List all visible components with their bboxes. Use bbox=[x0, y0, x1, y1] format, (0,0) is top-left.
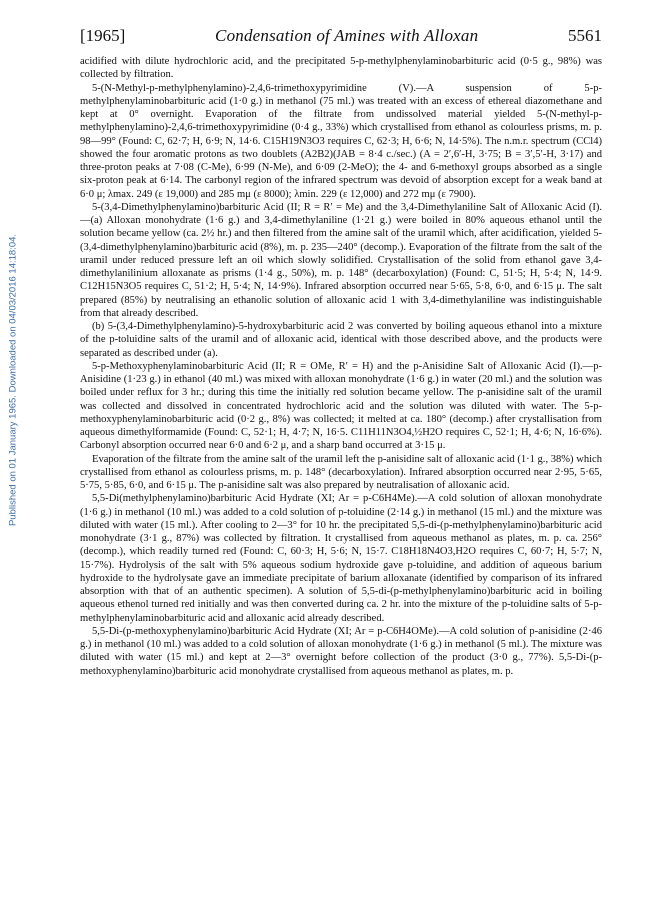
header-page-number: 5561 bbox=[568, 26, 602, 45]
publication-sidebar bbox=[4, 120, 22, 640]
paragraph-7: 5,5-Di(methylphenylamino)barbituric Acid Hydrate (XI; Ar = p-C6H4Me).—A cold solution of alloxan monohydrate (1·6 g.) in methanol (10 ml.) was added to a cold solution of p-toluidine (2·14 g.) in methanol (15 ml.) and the mixture was diluted with water (15 ml.). After cooling to 2—3° for 10 hr. the precipitated 5,5-di-(p-methylphenylamino)barbituric acid monohydrate (3·1 g., 87%) was collected by filtration. It crystallised from aqueous methanol as plates, m. p. ca. 256° (decomp.), which readily turned red (Found: C, 60·3; H, 5·6; N, 15·7. C18H18N4O3,H2O requires C, 60·7; H, 5·7; N, 15·7%). Hydrolysis of the salt with 5% aqueous sodium hydroxide gave p-toluidine, and addition of aqueous barium hydroxide to the hydrolysate gave an immediate precipitate of barium alloxanate (identified by comparison of its infrared absorption with that of an authentic specimen). A solution of 5,5-di-(p-methylphenylamino)barbituric acid in boiling aqueous ethenol turned red initially and was then converted during ca. 2 hr. into the mixture of the p-toluidine salts of 5-p-methylphenylaminobarbituric acid and alloxanic acid already described. bbox=[80, 493, 602, 624]
paragraph-3: 5-(3,4-Dimethylphenylamino)barbituric Acid (II; R = R′ = Me) and the 3,4-Dimethylaniline Salt of Alloxanic Acid (I).—(a) Alloxan monohydrate (1·6 g.) and 3,4-dimethylaniline (1·21 g.) were boiled in 80% aqueous ethanol until the solution became yellow (ca. 2½ hr.) and then filtered from the amine salt of the uramil which, after acidification, yielded 5-(3,4-dimethylphenylamino)barbituric acid (8%), m. p. 235—240° (decomp.). Evaporation of the filtrate from the salt of the uramil under reduced pressure left an oil which slowly solidified. Crystallisation of the solid from ethanol gave 3,4-dimethylanilinium alloxanate as prisms (1·4 g., 50%), m. p. 148° (decarboxylation) (Found: C, 51·5; H, 5·4; N, 14·9. C12H15N3O5 requires C, 51·2; H, 5·4; N, 14·9%). Infrared absorption occurred near 5·65, 5·8, 6·0, and 6·15 μ. The salt prepared (85%) by neutralising an ethanolic solution of alloxanic acid 1 with 3,4-dimethylaniline was indistinguishable from that already described. bbox=[80, 201, 602, 319]
paragraph-6: Evaporation of the filtrate from the amine salt of the uramil left the p-anisidine salt of alloxanic acid (1·1 g., 38%) which crystallised from ethanol as colourless prisms, m. p. 148° (decarboxylation). Infrared absorption occurred near 2·95, 5·65, 5·75, 5·85, 6·0, and 6·15 μ. The p-anisidine salt was also prepared by neutralisation of alloxanic acid. bbox=[80, 453, 602, 491]
paragraph-1: acidified with dilute hydrochloric acid, and the precipitated 5-p-methylphenylaminobarbituric acid (0·5 g., 98%) was collected by filtration. bbox=[80, 56, 602, 81]
publication-note: Published on 01 January 1965. Downloaded on 04/03/2016 14:18:04. bbox=[7, 233, 19, 527]
paragraph-8: 5,5-Di-(p-methoxyphenylamino)barbituric Acid Hydrate (XI; Ar = p-C6H4OMe).—A cold solution of p-anisidine (2·46 g.) in methanol (10 ml.) was added to a cold solution of alloxan monohydrate (1·6 g.) in methanol (5 ml.). The mixture was diluted with water (15 ml.) and kept at 2—3° overnight before collection of the product (3·0 g., 77%). 5,5-Di-(p-methoxyphenylamino)barbituric acid monohydrate crystallised from aqueous methanol as plates, m. p. bbox=[80, 625, 602, 677]
page-header bbox=[80, 26, 602, 48]
paragraph-5: 5-p-Methoxyphenylaminobarbituric Acid (II; R = OMe, R′ = H) and the p-Anisidine Salt of Alloxanic Acid (I).—p-Anisidine (1·23 g.) in ethanol (40 ml.) was mixed with alloxan monohydrate (1·6 g.) in water (20 ml.) and the solution was boiled under reflux for 3 hr.; during this time the initially red solution became yellow. The p-anisidine salt of the uramil was collected and dissolved in concentrated hydrochloric acid and the solution was diluted with water. The 5-p-methoxyphenylaminobarbituric acid (0·2 g., 8%) was collected; it melted at ca. 180° (decomp.) after crystallisation from aqueous dimethylformamide (Found: C, 52·1; H, 4·7; N, 16·5. C11H11N3O4,½H2O requires C, 52·1; H, 4·6; N, 16·6%). Carbonyl absorption occurred near 6·0 and 6·2 μ, and a sharp band occurred at 3·15 μ. bbox=[80, 360, 602, 452]
article-body bbox=[80, 55, 602, 678]
header-year: [1965] bbox=[80, 26, 126, 45]
paragraph-2: 5-(N-Methyl-p-methylphenylamino)-2,4,6-trimethoxypyrimidine (V).—A suspension of 5-p-methylphenylaminobarbituric acid (1·0 g.) in methanol (75 ml.) was treated with an excess of ethereal diazomethane and kept at 0° overnight. Evaporation of the filtrate from undissolved material yielded 5-(N-methyl-p-methylphenylamino)-2,4,6-trimethoxypyrimidine (0·4 g., 33%) which crystallised from ethanol as colourless prisms, m. p. 98—99° (Found: C, 62·7; H, 6·9; N, 14·6. C15H19N3O3 requires C, 62·3; H, 6·6; N, 14·5%). The n.m.r. spectrum (CCl4) showed the four aromatic protons as two doublets (A2B2)(JAB = 8·4 c./sec.) (A = 2′,6′-H, 3·75; B = 3′,5′-H, 3·17) and three-proton peaks at 7·08 (C-Me), 6·99 (N-Me), and 6·09 (2-MeO); the 4- and 6-methoxyl groups absorbed as a single six-proton peak at 6·14. The carbonyl region of the infrared spectrum was devoid of absorption except for a weak band at 6·0 μ; λmax. 249 (ε 19,000) and 285 mμ (ε 8000); λmin. 229 (ε 12,000) and 272 mμ (ε 7900). bbox=[80, 82, 602, 200]
paragraph-4: (b) 5-(3,4-Dimethylphenylamino)-5-hydroxybarbituric acid 2 was converted by boiling aqueous ethanol into a mixture of the p-toluidine salts of the uramil and of alloxanic acid, identical with those described above, and the products were separated as described under (a). bbox=[80, 321, 602, 359]
header-title: Condensation of Amines with Alloxan bbox=[215, 26, 479, 45]
